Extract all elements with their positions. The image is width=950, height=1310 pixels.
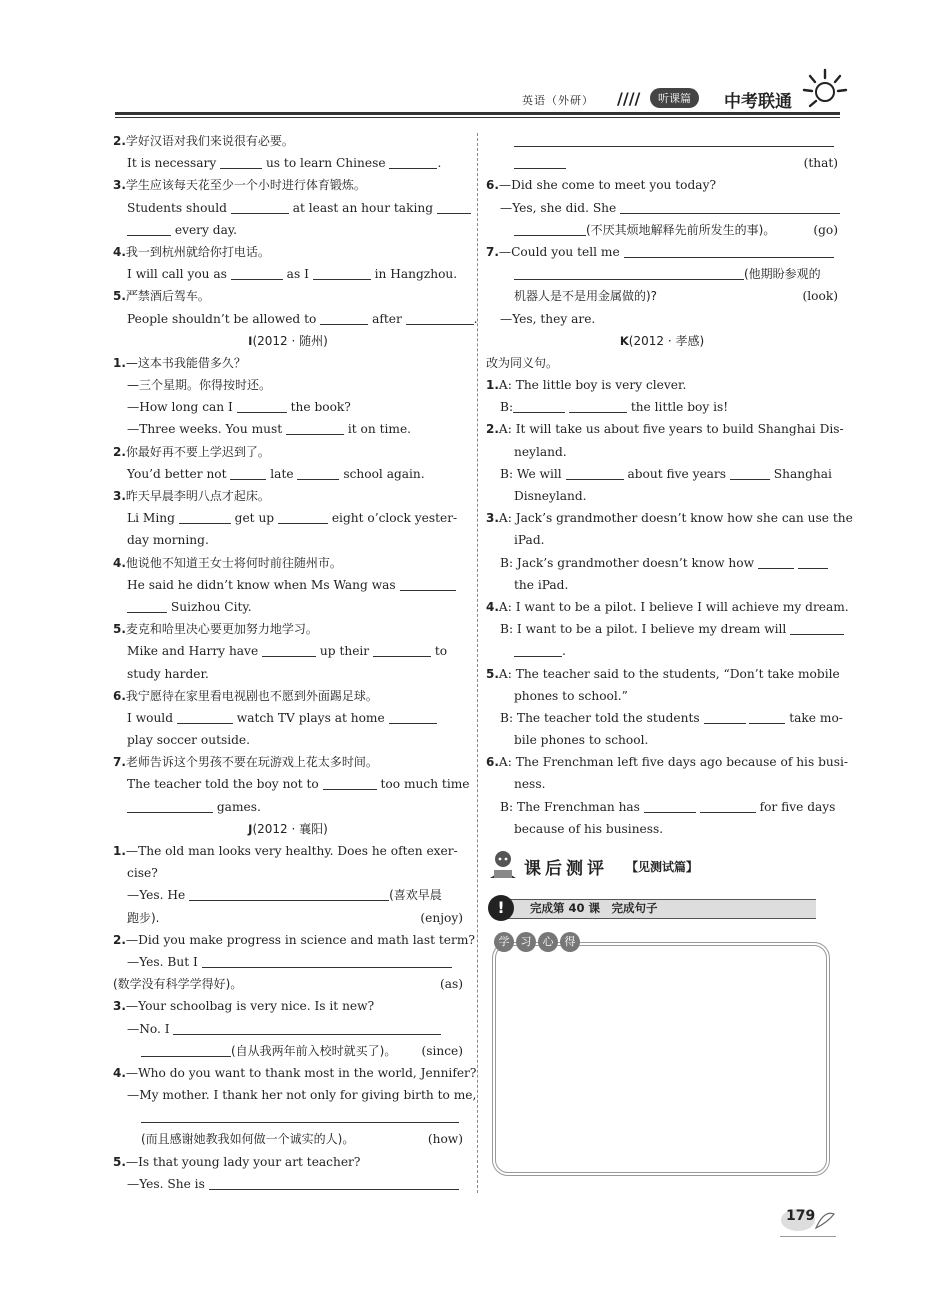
exercise-line bbox=[113, 1106, 463, 1128]
header-rule-thin bbox=[115, 117, 840, 118]
exercise-line: B: I want to be a pilot. I believe my dream will bbox=[486, 618, 838, 640]
exercise-line: . bbox=[486, 640, 838, 662]
left-column bbox=[113, 130, 478, 1195]
exercise-line: —三个星期。你得按时还。 bbox=[127, 378, 272, 393]
answer-blank[interactable] bbox=[389, 709, 437, 724]
exercise-line: 2.学好汉语对我们来说很有必要。 bbox=[113, 134, 294, 148]
exercise-line: Mike and Harry have up their to bbox=[127, 644, 448, 659]
answer-blank[interactable] bbox=[389, 154, 437, 169]
subject-label: 英语（外研） bbox=[522, 94, 594, 107]
exercise-line: bile phones to school. bbox=[514, 733, 649, 748]
exercise-line: 1.A: The little boy is very clever. bbox=[486, 378, 687, 393]
exercise-line: B: The teacher told the students take mo- bbox=[500, 710, 843, 725]
exercise-line: 7.—Could you tell me bbox=[486, 241, 838, 263]
exercise-line: He said he didn’t know when Ms Wang was bbox=[113, 574, 463, 596]
exercise-line: —Yes, they are. bbox=[500, 311, 596, 326]
notes-frame[interactable] bbox=[492, 942, 830, 1176]
answer-blank[interactable] bbox=[406, 310, 474, 325]
exercise-line: 1.—The old man looks very healthy. Does he often exer- bbox=[113, 844, 458, 858]
answer-blank[interactable] bbox=[278, 509, 328, 524]
exercise-line: neyland. bbox=[514, 444, 567, 459]
notes-label-char: 心 bbox=[538, 932, 558, 952]
answer-blank[interactable] bbox=[704, 709, 746, 724]
exercise-line: —No. I bbox=[113, 1018, 463, 1040]
notes-label bbox=[494, 932, 580, 952]
exercise-line: 改为同义句。 bbox=[486, 355, 559, 370]
answer-blank[interactable] bbox=[202, 953, 452, 968]
exercise-line: 4.我一到杭州就给你打电话。 bbox=[113, 244, 270, 259]
exercise-line: —Three weeks. You must it on time. bbox=[127, 422, 412, 437]
exercise-line: (that) bbox=[486, 152, 838, 174]
exercise-line: 2.你最好再不要上学迟到了。 bbox=[113, 444, 270, 459]
exercise-line: 1.—这本书我能借多久？ bbox=[113, 355, 246, 370]
exercise-line: Suizhou City. bbox=[113, 596, 463, 618]
exercise-line: —My mother. I thank her not only for giving birth to me, bbox=[127, 1088, 477, 1103]
exercise-line: cise? bbox=[127, 866, 158, 881]
notes-label-char: 学 bbox=[494, 932, 514, 952]
page-number-rule bbox=[780, 1236, 836, 1237]
answer-blank[interactable] bbox=[400, 576, 456, 591]
exercise-line: (不厌其烦地解释先前所发生的事)。 (go) bbox=[486, 219, 838, 241]
section-heading-j: J(2012 · 襄阳) bbox=[248, 821, 328, 836]
answer-blank[interactable] bbox=[624, 243, 834, 258]
section-badge: 听课篇 bbox=[650, 88, 699, 108]
exercise-line bbox=[486, 130, 838, 152]
exercise-line: (自从我两年前入校时就买了)。 (since) bbox=[113, 1040, 463, 1062]
header-rule bbox=[115, 112, 840, 115]
exercise-line: 3.学生应该每天花至少一个小时进行体育锻炼。 bbox=[113, 178, 366, 193]
exercise-line: ness. bbox=[514, 777, 546, 792]
answer-blank[interactable] bbox=[209, 1175, 459, 1190]
answer-blank[interactable] bbox=[127, 221, 171, 236]
exercise-line: phones to school.” bbox=[514, 688, 628, 703]
answer-blank[interactable] bbox=[320, 310, 368, 325]
exercise-line: 4.—Who do you want to thank most in the world, Jennifer? bbox=[113, 1065, 477, 1080]
page-number-badge bbox=[780, 1206, 836, 1230]
task-banner bbox=[486, 895, 826, 921]
exercise-line: 5.严禁酒后驾车。 bbox=[113, 289, 210, 304]
answer-blank[interactable] bbox=[237, 398, 287, 413]
answer-blank[interactable] bbox=[566, 465, 624, 480]
answer-blank[interactable] bbox=[644, 798, 696, 813]
column-divider bbox=[477, 133, 478, 1193]
exercise-line: Disneyland. bbox=[514, 489, 587, 503]
answer-blank[interactable] bbox=[437, 199, 471, 214]
exercise-line: games. bbox=[113, 796, 463, 818]
exercise-line: (他期盼参观的 bbox=[486, 263, 838, 285]
sun-logo-icon bbox=[802, 66, 848, 112]
exercise-line: —Yes. But I bbox=[113, 951, 463, 973]
exercise-line: B: We will about five years Shanghai bbox=[500, 466, 832, 481]
answer-blank[interactable] bbox=[730, 465, 770, 480]
answer-blank[interactable] bbox=[177, 709, 233, 724]
exercise-line: the iPad. bbox=[514, 577, 569, 592]
answer-blank[interactable] bbox=[127, 798, 213, 813]
answer-blank[interactable] bbox=[141, 1042, 231, 1057]
exercise-line: —Yes. He (喜欢早晨 bbox=[127, 888, 442, 903]
after-class-tag: 【见测试篇】 bbox=[626, 860, 699, 874]
exercise-line: Li Ming get up eight o’clock yester- bbox=[127, 511, 458, 526]
exercise-line: 4.他说他不知道王女士将何时前往随州市。 bbox=[113, 555, 342, 570]
answer-blank[interactable] bbox=[231, 199, 289, 214]
exercise-line: 5.—Is that young lady your art teacher? bbox=[113, 1154, 361, 1169]
study-notes-box bbox=[488, 928, 834, 1174]
exercise-line: 5.麦克和哈里决心要更加努力地学习。 bbox=[113, 622, 318, 637]
answer-blank[interactable] bbox=[790, 620, 844, 635]
answer-blank[interactable] bbox=[513, 398, 565, 413]
exercise-line: Students should at least an hour taking bbox=[113, 197, 463, 219]
exercise-line: 6.A: The Frenchman left five days ago because of his busi- bbox=[486, 755, 849, 770]
exercise-line: B: the little boy is! bbox=[500, 400, 729, 415]
answer-blank[interactable] bbox=[141, 1108, 459, 1123]
notes-label-char: 习 bbox=[516, 932, 536, 952]
answer-blank[interactable] bbox=[373, 642, 431, 657]
answer-blank[interactable] bbox=[297, 465, 339, 480]
exercise-line: day morning. bbox=[127, 533, 209, 548]
page-number: 179 bbox=[786, 1208, 816, 1224]
exercise-line: 4.A: I want to be a pilot. I believe I will achieve my dream. bbox=[486, 599, 849, 614]
exclamation-icon: ! bbox=[488, 895, 514, 921]
notes-label-char: 得 bbox=[560, 932, 580, 952]
exercise-line: 3.A: Jack’s grandmother doesn’t know how she can use the bbox=[486, 511, 853, 526]
exercise-line: —Yes. She is bbox=[113, 1173, 463, 1195]
answer-blank[interactable] bbox=[127, 598, 167, 613]
exercise-line: The teacher told the boy not to too much time bbox=[127, 777, 470, 792]
answer-blank[interactable] bbox=[313, 265, 371, 280]
exercise-line: 6.—Did she come to meet you today? bbox=[486, 178, 716, 193]
answer-blank[interactable] bbox=[220, 154, 262, 169]
answer-blank[interactable] bbox=[700, 798, 756, 813]
exercise-line: 2.A: It will take us about five years to build Shanghai Dis- bbox=[486, 422, 844, 437]
exercise-line: study harder. bbox=[127, 666, 209, 681]
exercise-line: People shouldn’t be allowed to after . bbox=[127, 311, 478, 326]
slash-decoration-icon: //// bbox=[617, 89, 641, 108]
answer-blank[interactable] bbox=[758, 554, 794, 569]
exercise-line: (而且感谢她教我如何做一个诚实的人)。 (how) bbox=[141, 1132, 463, 1147]
answer-blank[interactable] bbox=[514, 642, 562, 657]
after-class-title: 课后测评 bbox=[524, 859, 608, 879]
exercise-line: 2.—Did you make progress in science and math last term? bbox=[113, 932, 475, 947]
exercise-line: every day. bbox=[113, 219, 463, 241]
exercise-line: —How long can I the book? bbox=[127, 400, 351, 415]
answer-blank[interactable] bbox=[620, 199, 840, 214]
exercise-line: 7.老师告诉这个男孩不要在玩游戏上花太多时间。 bbox=[113, 755, 378, 770]
brand-title: 中考联通 bbox=[724, 92, 792, 112]
answer-blank[interactable] bbox=[230, 465, 266, 480]
exercise-line: iPad. bbox=[514, 533, 545, 548]
answer-blank[interactable] bbox=[189, 886, 389, 901]
answer-blank[interactable] bbox=[179, 509, 231, 524]
answer-blank[interactable] bbox=[514, 221, 586, 236]
exercise-line: 6.我宁愿待在家里看电视剧也不愿到外面踢足球。 bbox=[113, 688, 378, 703]
exercise-line: 3.昨天早晨李明八点才起床。 bbox=[113, 489, 270, 503]
student-reading-icon bbox=[486, 848, 520, 882]
exercise-line: play soccer outside. bbox=[127, 733, 251, 748]
answer-blank[interactable] bbox=[514, 132, 834, 147]
exercise-line: —Yes, she did. She bbox=[486, 197, 838, 219]
answer-blank[interactable] bbox=[749, 709, 785, 724]
answer-blank[interactable] bbox=[286, 420, 344, 435]
exercise-line: 跑步). (enjoy) bbox=[127, 910, 463, 925]
exercise-line: I would watch TV plays at home bbox=[113, 707, 463, 729]
task-text: 完成第 40 课 完成句子 bbox=[530, 901, 658, 915]
answer-blank[interactable] bbox=[514, 154, 566, 169]
exercise-line: 机器人是不是用金属做的)? (look) bbox=[514, 289, 838, 304]
answer-blank[interactable] bbox=[262, 642, 316, 657]
exercise-line: B: Jack’s grandmother doesn’t know how bbox=[486, 552, 838, 574]
exercise-line: (数学没有科学学得好)。 (as) bbox=[113, 977, 463, 992]
exercise-line: I will call you as as I in Hangzhou. bbox=[127, 267, 458, 282]
section-heading-k: K(2012 · 孝感) bbox=[619, 333, 705, 348]
answer-blank[interactable] bbox=[323, 775, 377, 790]
exercise-line: B: The Frenchman has for five days bbox=[500, 799, 836, 814]
page-header bbox=[482, 84, 852, 114]
exercise-line: You’d better not late school again. bbox=[127, 466, 425, 481]
exercise-line: 5.A: The teacher said to the students, “Don’t take mobile bbox=[486, 666, 840, 681]
section-heading-i: I(2012 · 随州) bbox=[248, 333, 328, 348]
exercise-line: It is necessary us to learn Chinese . bbox=[127, 156, 442, 171]
answer-blank[interactable] bbox=[798, 554, 828, 569]
answer-blank[interactable] bbox=[173, 1020, 441, 1035]
exercise-line: because of his business. bbox=[514, 821, 664, 836]
exercise-line: 3.—Your schoolbag is very nice. Is it new? bbox=[113, 999, 375, 1014]
answer-blank[interactable] bbox=[514, 265, 744, 280]
answer-blank[interactable] bbox=[231, 265, 283, 280]
right-column bbox=[486, 130, 853, 840]
answer-blank[interactable] bbox=[569, 398, 627, 413]
